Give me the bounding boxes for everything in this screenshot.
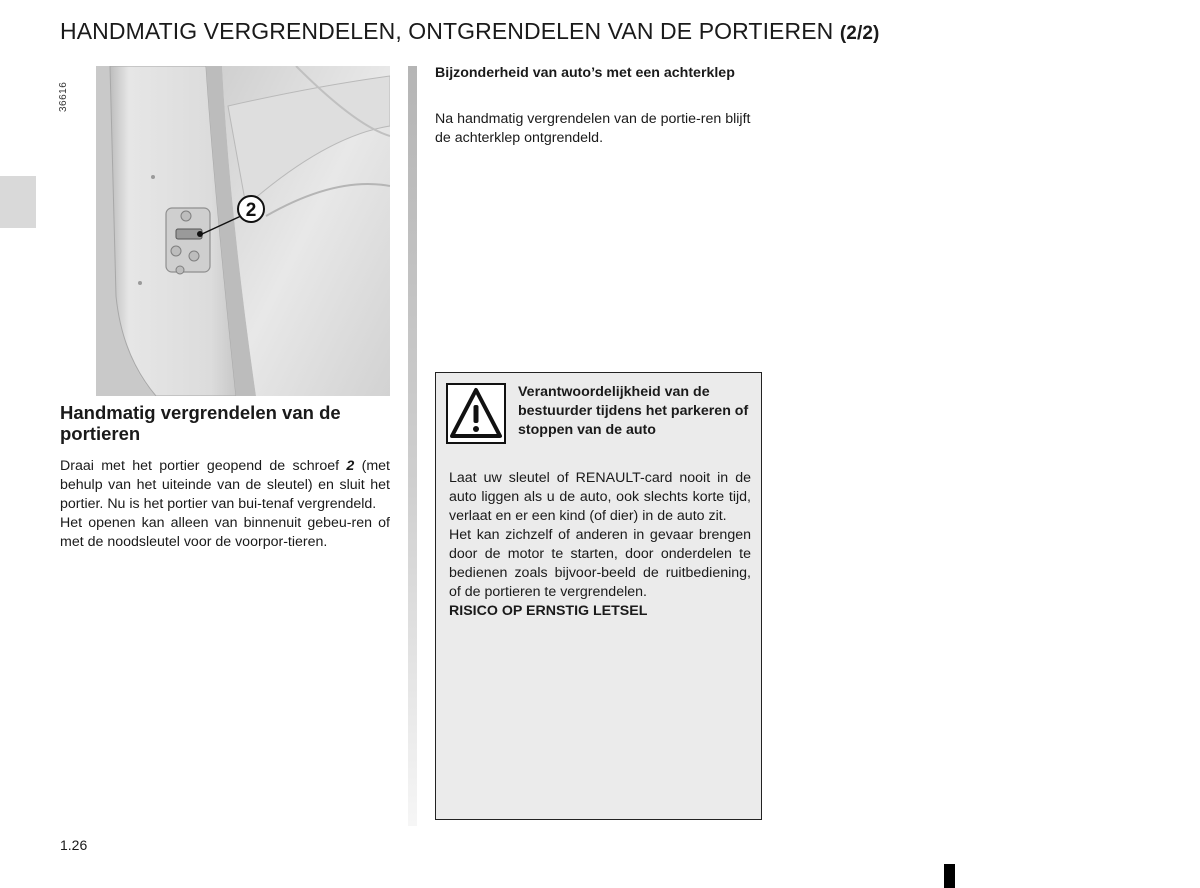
warning-body [449, 469, 751, 621]
section-tab-marker [0, 176, 36, 228]
screw-reference: 2 [346, 458, 355, 474]
page-title-suffix: (2/2) [839, 23, 880, 44]
column-divider [408, 66, 417, 826]
warning-box [435, 372, 762, 820]
figure-id: 36616 [58, 81, 69, 112]
warning-triangle-icon [446, 383, 506, 444]
door-lock-illustration [96, 66, 390, 396]
section-heading-tailgate: Bijzonderheid van auto’s met een achterklep [435, 65, 735, 81]
callout-2-label: 2 [245, 200, 257, 221]
warning-title: Verantwoordelijkheid van de bestuurder tijdens het parkeren of stoppen van de auto [518, 384, 749, 438]
page-edge-marker [944, 864, 955, 888]
warning-paragraph-2: Het kan zichzelf of anderen in gevaar brengen door de motor te starten, door onderdelen te bedienen zoals bijvoor-beeld de ruitbediening, of de portieren te vergrendelen. [449, 527, 751, 600]
warning-risk-line: RISICO OP ERNSTIG LETSEL [449, 603, 648, 619]
page-number: 1.26 [60, 837, 88, 853]
page-title [60, 18, 879, 45]
section-heading-manual-lock: Handmatig vergrendelen van de portieren [60, 402, 341, 444]
left-paragraph-2: Het openen kan alleen van binnenuit gebeu-ren of met de noodsleutel voor de voorpor-tieren. [60, 515, 390, 550]
warning-paragraph-1: Laat uw sleutel of RENAULT-card nooit in de auto liggen als u de auto, ook slechts korte tijd, verlaat en er een kind (of dier) in de auto zit. [449, 470, 751, 524]
left-paragraph-1: Draai met het portier geopend de schroef 2 (met behulp van het uiteinde van de sleutel) en sluit het portier. Nu is het portier van bui-tenaf vergrendeld. [60, 458, 390, 512]
left-body-text [60, 457, 390, 552]
page-title-text: HANDMATIG VERGRENDELEN, ONTGRENDELEN VAN DE PORTIEREN [60, 18, 834, 44]
tailgate-body-text: Na handmatig vergrendelen van de portie-ren blijft de achterklep ontgrendeld. [435, 111, 751, 146]
